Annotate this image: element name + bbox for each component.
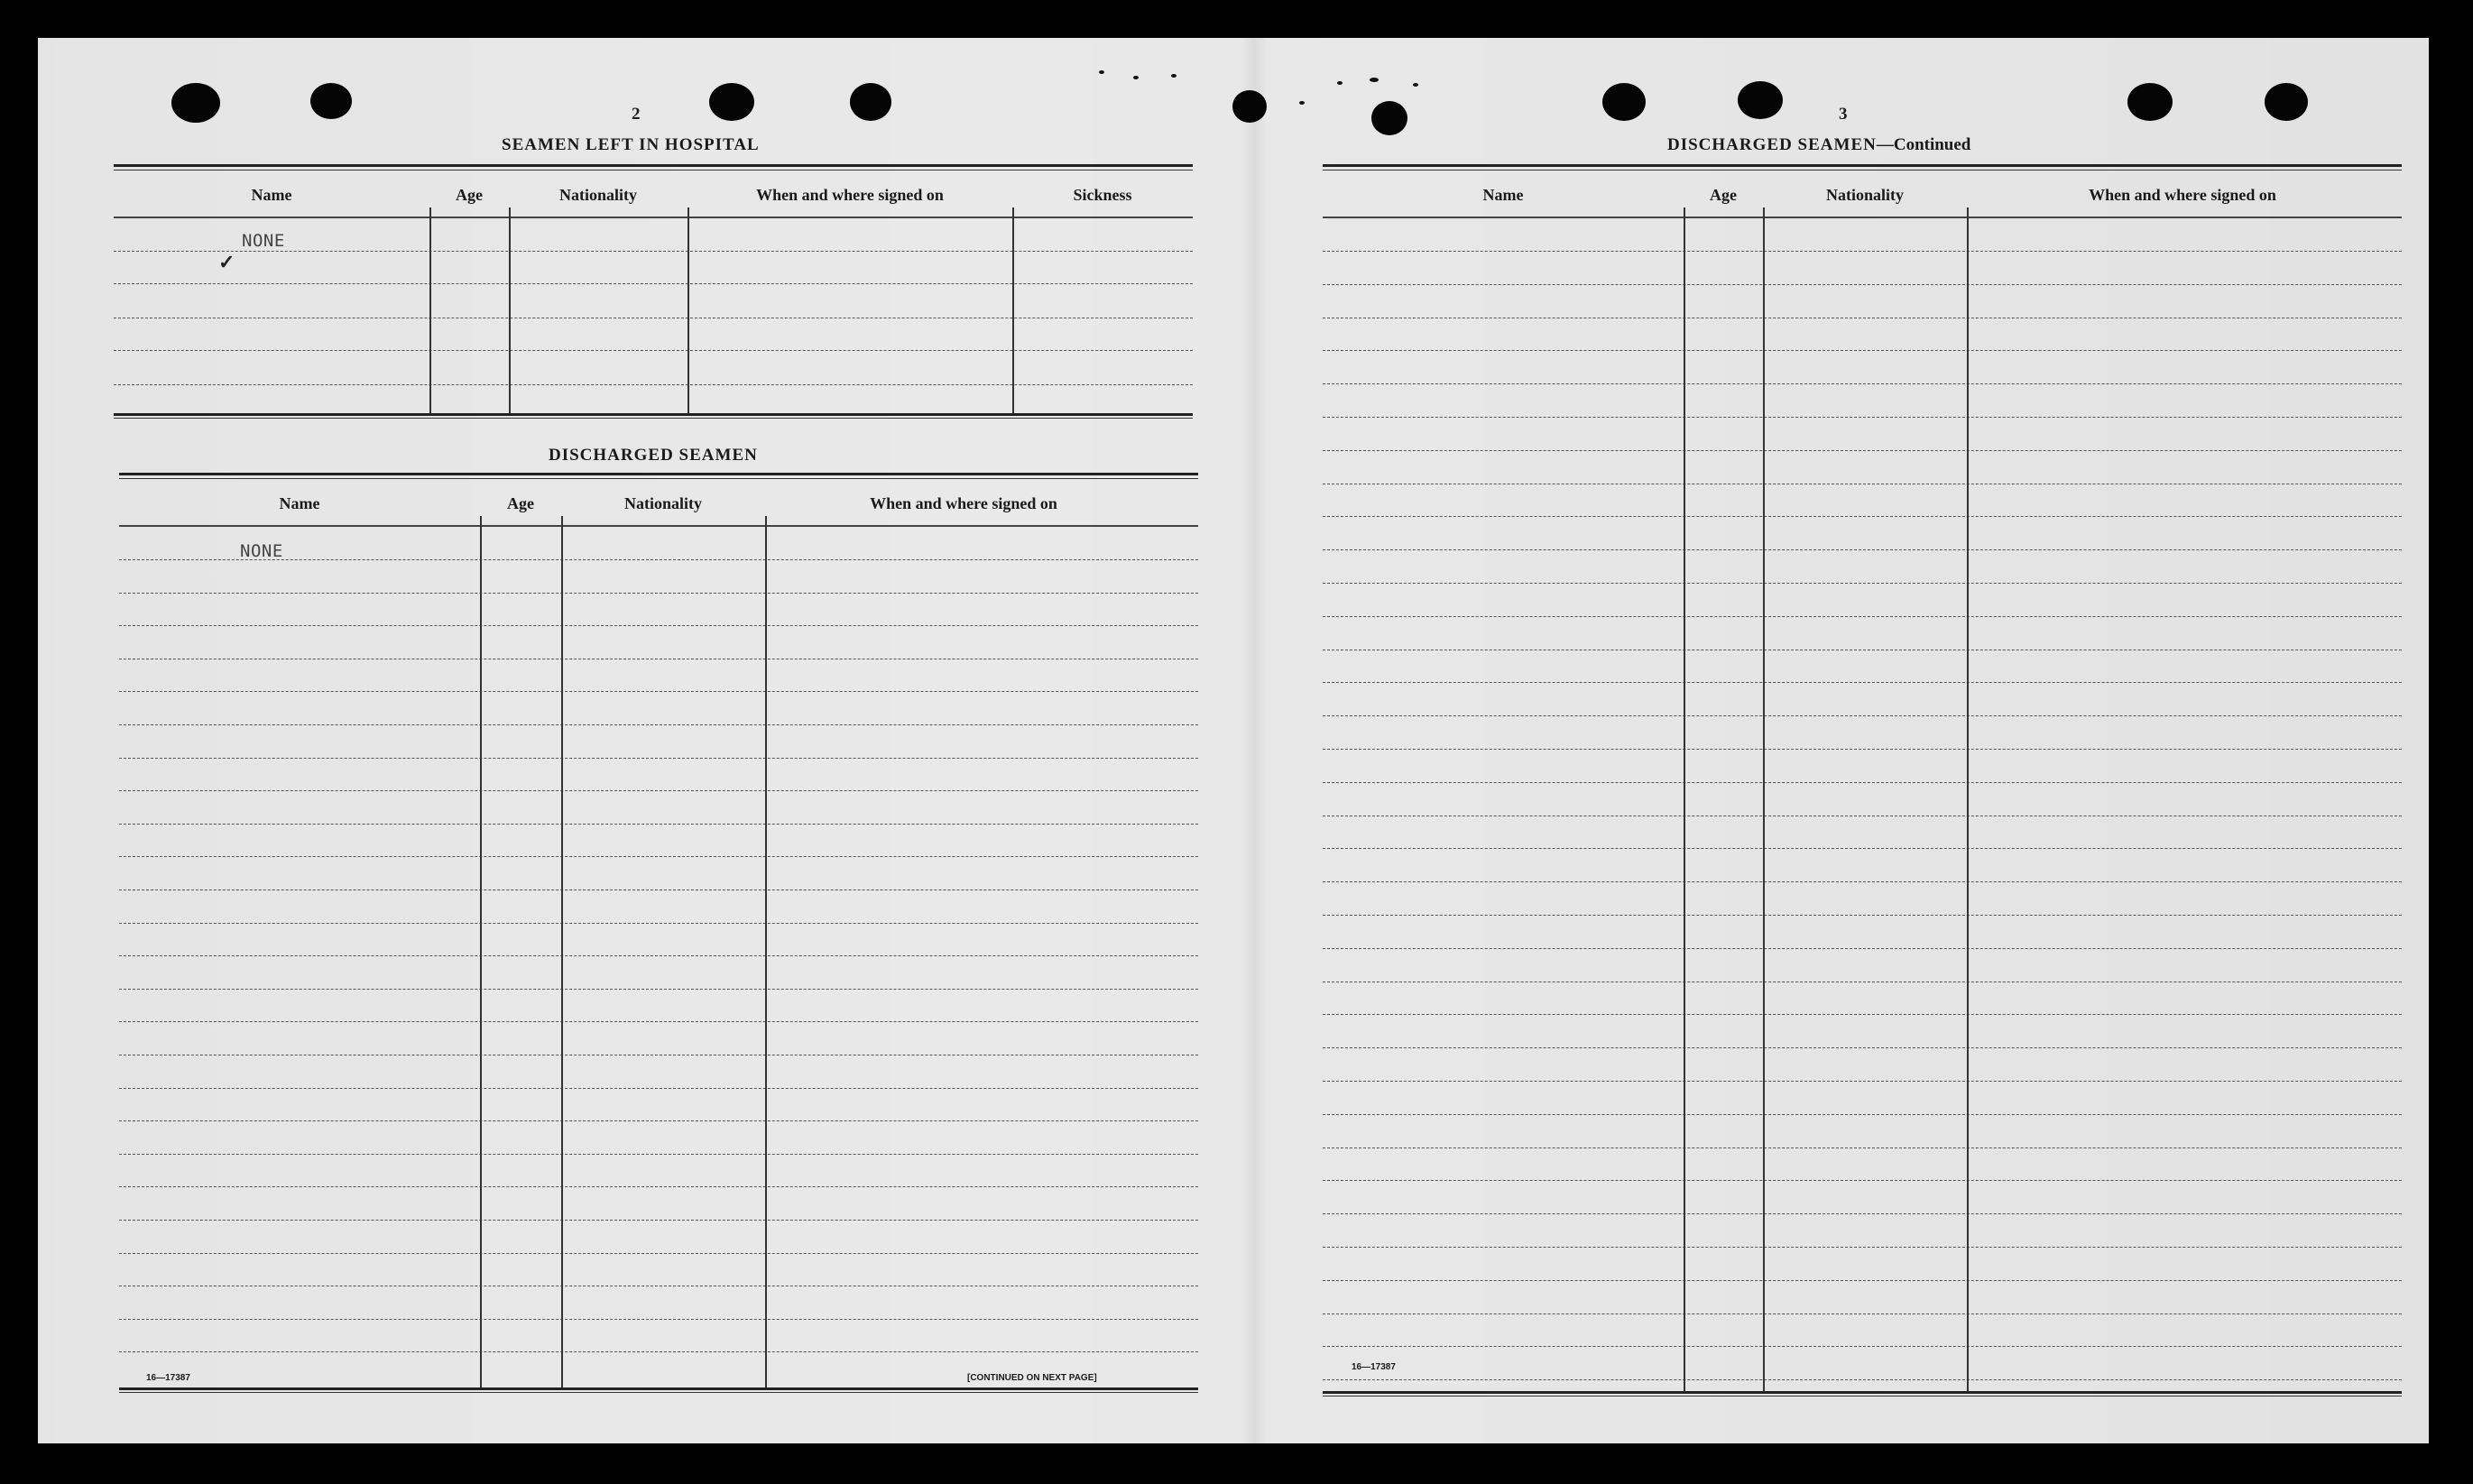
ink-speck — [1337, 81, 1343, 85]
ledger-row-line — [1323, 1280, 2402, 1281]
ledger-row-line — [119, 1120, 1198, 1121]
hospital-entry-name: NONE — [242, 231, 285, 251]
punch-hole — [310, 83, 352, 119]
ledger-row-line — [1323, 450, 2402, 451]
col-header-age: Age — [1710, 186, 1737, 204]
ledger-row-line — [119, 758, 1198, 759]
ledger-row-line — [119, 955, 1198, 956]
form-number-left: 16—17387 — [146, 1373, 190, 1383]
punch-hole — [1232, 90, 1267, 123]
col-header-name: Name — [279, 494, 320, 512]
punch-hole — [1602, 83, 1646, 121]
ledger-row-line — [1323, 383, 2402, 384]
col-header-age: Age — [456, 186, 483, 204]
ledger-row-line — [1323, 1379, 2402, 1380]
right-title-continued: —Continued — [1876, 135, 1971, 154]
col-header-sickness: Sickness — [1073, 186, 1132, 204]
col-header-nationality: Nationality — [558, 186, 637, 204]
ink-speck — [1133, 76, 1139, 79]
col-header-nationality: Nationality — [623, 494, 702, 512]
ledger-row-line — [1323, 583, 2402, 584]
ledger-row-line — [119, 1186, 1198, 1187]
hospital-section-title: SEAMEN LEFT IN HOSPITAL — [502, 135, 760, 154]
ledger-row-line — [1323, 1180, 2402, 1181]
ledger-row-line — [1323, 1114, 2402, 1115]
ink-speck — [1370, 78, 1379, 82]
ledger-row-line — [1323, 1081, 2402, 1082]
punch-hole — [171, 83, 220, 123]
continued-note: [CONTINUED ON NEXT PAGE] — [967, 1373, 1097, 1383]
discharged-section-title: DISCHARGED SEAMEN — [549, 446, 758, 465]
ledger-row-line — [1323, 417, 2402, 418]
col-header-nationality: Nationality — [1825, 186, 1904, 204]
ledger-row-line — [1323, 948, 2402, 949]
page-number-right: 3 — [1839, 105, 1848, 124]
ledger-row-line — [119, 1220, 1198, 1221]
ledger-row-line — [1323, 848, 2402, 849]
ledger-row-line — [119, 691, 1198, 692]
ledger-row-line — [1323, 616, 2402, 617]
ledger-row-line — [119, 1088, 1198, 1089]
ink-speck — [1413, 83, 1418, 87]
ledger-row-line — [1323, 284, 2402, 285]
ledger-row-line — [119, 790, 1198, 791]
ledger-row-line — [1323, 1047, 2402, 1048]
ledger-row-line — [1323, 1213, 2402, 1214]
ledger-row-line — [119, 1154, 1198, 1155]
ledger-row-line — [119, 1021, 1198, 1022]
ledger-row-line — [119, 923, 1198, 924]
discharged-table — [119, 473, 1198, 1409]
page-number-left: 2 — [632, 105, 641, 124]
ink-speck — [1171, 74, 1177, 78]
ledger-row-line — [1323, 782, 2402, 783]
ledger-row-line — [1323, 516, 2402, 517]
form-number-right: 16—17387 — [1352, 1362, 1396, 1372]
ledger-row-line — [1323, 251, 2402, 252]
page-fold — [1241, 38, 1268, 1443]
col-header-name: Name — [1482, 186, 1524, 204]
ink-speck — [1099, 70, 1104, 74]
right-title-main: DISCHARGED SEAMEN — [1667, 135, 1877, 154]
ledger-row-line — [1323, 1014, 2402, 1015]
discharged-continued-table — [1323, 164, 2402, 1400]
ledger-sheet — [38, 38, 2429, 1443]
discharged-entry-name: NONE — [240, 541, 283, 561]
ledger-row-line — [119, 724, 1198, 725]
ledger-row-line — [119, 1319, 1198, 1320]
ledger-row-line — [1323, 549, 2402, 550]
ledger-row-line — [119, 824, 1198, 825]
ledger-row-line — [1323, 1346, 2402, 1347]
ledger-row-line — [1323, 715, 2402, 716]
col-header-name: Name — [251, 186, 292, 204]
punch-hole — [1371, 101, 1407, 135]
col-header-age: Age — [507, 494, 534, 512]
ledger-row-line — [1323, 881, 2402, 882]
ledger-row-line — [1323, 1247, 2402, 1248]
punch-hole — [850, 83, 891, 121]
ledger-row-line — [1323, 682, 2402, 683]
right-section-title — [1667, 135, 1970, 155]
ledger-row-line — [119, 593, 1198, 594]
ledger-row-line — [1323, 350, 2402, 351]
ledger-row-line — [1323, 749, 2402, 750]
handwritten-mark: ✓ — [218, 251, 235, 273]
col-header-signed-on: When and where signed on — [2089, 186, 2276, 204]
punch-hole — [709, 83, 754, 121]
punch-hole — [2127, 83, 2173, 121]
ledger-row-line — [1323, 1313, 2402, 1314]
ledger-row-line — [1323, 915, 2402, 916]
ledger-row-line — [119, 625, 1198, 626]
col-header-signed-on: When and where signed on — [756, 186, 944, 204]
hospital-table — [114, 164, 1193, 428]
col-header-signed-on: When and where signed on — [870, 494, 1057, 512]
ledger-row-line — [119, 856, 1198, 857]
ledger-row-line — [119, 1351, 1198, 1352]
punch-hole — [1738, 81, 1783, 119]
ledger-row-line — [119, 989, 1198, 990]
ledger-row-line — [119, 889, 1198, 890]
ledger-row-line — [119, 1253, 1198, 1254]
ink-speck — [1299, 101, 1305, 105]
punch-hole — [2265, 83, 2308, 121]
